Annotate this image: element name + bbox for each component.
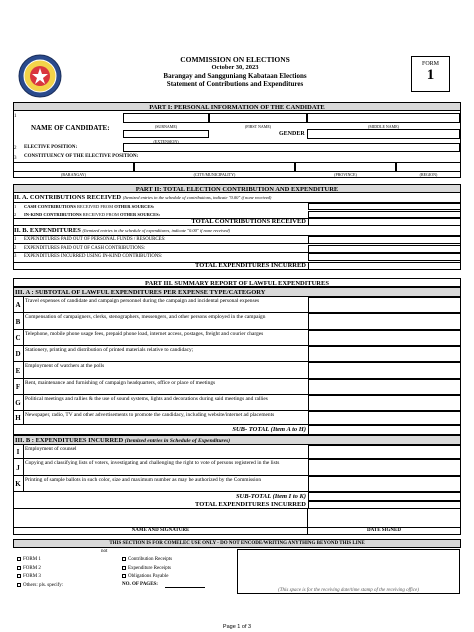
row-number: 1 — [14, 204, 17, 209]
checkbox[interactable] — [122, 574, 126, 578]
row-number: 2 — [14, 245, 17, 251]
statement-title: Statement of Contributions and Expenditures — [166, 80, 304, 88]
divider — [23, 476, 24, 492]
divider — [23, 346, 24, 362]
contributions-title-row — [14, 194, 454, 201]
item-letter: B — [15, 317, 21, 326]
item-description: Travel expenses of candidate and campaign personnel during the campaign and incidental personal expenses — [25, 298, 260, 304]
item-amount-field[interactable] — [308, 313, 461, 330]
divider — [23, 330, 24, 346]
row-number: 1 — [14, 237, 17, 242]
item-amount-field[interactable] — [308, 346, 461, 362]
checkbox[interactable] — [17, 557, 21, 561]
province-caption: (PROVINCE) — [334, 172, 357, 177]
contribution-text: RECEIVED FROM — [75, 204, 115, 209]
item-description: Copying and classifying lists of voters, investigating and challenging the right to vote of persons registered in the lists — [25, 460, 280, 466]
contribution-row — [13, 211, 461, 218]
row-number: 2 — [14, 211, 17, 217]
region-caption: (REGION) — [419, 172, 438, 177]
constituency-label: CONSTITUENCY OF THE ELECTIVE POSITION: — [24, 154, 139, 159]
form-checkbox-item[interactable] — [17, 557, 41, 563]
date-signed-label: DATE SIGNED — [367, 528, 401, 533]
item-description: Employment of counsel — [25, 446, 77, 452]
item-description: Political meetings and rallies & the use of sound systems, lights and decorations during said meetings and rallies — [25, 396, 268, 402]
expense-item-row — [13, 346, 461, 362]
position-label: ELECTIVE POSITION: — [24, 145, 78, 150]
contribution-source: OTHER SOURCES: — [120, 211, 161, 217]
receipt-checkbox-item[interactable] — [122, 557, 172, 563]
item-description: Compensation of campaigners, clerks, stenographers, messengers, and other persons employed in the campaign — [25, 314, 266, 320]
expense-item-row — [13, 476, 461, 492]
contribution-amount-field[interactable] — [308, 203, 461, 210]
expenditures-note: (Itemized entries in the schedule of expenditures, indicate "0.00" if none received) — [82, 228, 230, 233]
item-description: Telephone, mobile phone usage fees, prepaid phone load, internet access, postages, freight and courier charges — [25, 331, 264, 337]
contributions-total-field[interactable] — [308, 218, 461, 226]
form-label: FORM — [421, 61, 439, 67]
expenditure-amount-field[interactable] — [308, 245, 461, 253]
checkbox-label: Contribution Receipts — [128, 557, 173, 563]
checkbox[interactable] — [17, 574, 21, 578]
divider — [23, 445, 24, 459]
form-checkbox-item[interactable] — [17, 566, 41, 572]
election-title: Barangay and Sangguniang Kabataan Elections — [163, 72, 307, 80]
expense-item-row — [13, 395, 461, 411]
page-number: Page 1 of 3 — [222, 624, 252, 630]
expense-item-row — [13, 330, 461, 346]
expenditure-row — [13, 245, 461, 253]
part3b-subtotal-label: SUB-TOTAL (Item I to K) — [235, 493, 306, 500]
item-letter: J — [16, 463, 20, 472]
expenditure-label: EXPENDITURES PAID OUT OF CASH CONTRIBUTIONS: — [24, 245, 146, 251]
city-field[interactable] — [134, 162, 295, 172]
item-letter: K — [15, 480, 21, 488]
item-letter: H — [15, 414, 21, 422]
first-name-caption: (FIRST NAME) — [244, 124, 272, 129]
item-amount-field[interactable] — [308, 362, 461, 379]
signature-label: NAME AND SIGNATURE — [131, 528, 190, 533]
divider — [23, 297, 24, 313]
divider — [23, 395, 24, 411]
extension-field[interactable] — [123, 130, 209, 138]
surname-caption: (SURNAME) — [154, 124, 178, 129]
barangay-field[interactable] — [13, 162, 134, 172]
province-field[interactable] — [295, 162, 396, 172]
surname-field[interactable] — [123, 113, 209, 123]
expenditures-total-label: TOTAL EXPENDITURES INCURRED — [194, 262, 306, 269]
middle-name-caption: (MIDDLE NAME) — [368, 124, 399, 129]
pages-label: NO. OF PAGES: — [122, 582, 158, 587]
item-amount-field[interactable] — [308, 395, 461, 411]
receipt-checkbox-item[interactable] — [122, 574, 168, 580]
contribution-source: OTHER SOURCES: — [114, 204, 155, 209]
checkbox-label: Expenditure Receipts — [128, 565, 171, 571]
middle-name-field[interactable] — [307, 113, 460, 123]
part3b-title: III. B : EXPENDITURES INCURRED — [15, 437, 124, 444]
divider — [23, 362, 24, 379]
contribution-amount-field[interactable] — [308, 211, 461, 218]
item-letter: F — [15, 383, 21, 391]
item-amount-field[interactable] — [308, 379, 461, 395]
checkbox-label: Others: pls. specify: — [23, 582, 64, 588]
contribution-text: RECEIVED FROM — [81, 211, 121, 217]
elective-position-field[interactable] — [123, 143, 460, 152]
item-letter: I — [16, 448, 20, 456]
expenditure-label: EXPENDITURES PAID OUT OF PERSONAL FUNDS / RESOURCES: — [24, 237, 166, 242]
divider — [23, 313, 24, 330]
agency-title: COMMISSION ON ELECTIONS — [180, 55, 290, 64]
region-field[interactable] — [396, 162, 461, 172]
expense-item-row — [13, 313, 461, 330]
row2-number: 2 — [14, 146, 17, 151]
first-name-field[interactable] — [209, 113, 307, 123]
checkbox-label: Obligations Payable — [128, 574, 169, 580]
form-checkbox-item[interactable] — [17, 583, 63, 589]
divider — [23, 379, 24, 395]
part3-total-field[interactable] — [308, 501, 461, 509]
item-amount-field[interactable] — [308, 445, 461, 459]
part3a-header: III. A : SUBTOTAL OF LAWFUL EXPENDITURES PER EXPENSE TYPE/CATEGORY — [13, 287, 461, 297]
expenditure-row — [13, 253, 461, 261]
contributions-note: (Itemized entries in the schedule of contributions, indicate "0.00" if none received) — [122, 195, 272, 200]
form-date: October 30, 2023 — [211, 64, 259, 71]
barangay-caption: (BARANGAY) — [61, 172, 86, 177]
row-number: 3 — [14, 254, 17, 260]
contribution-type: CASH CONTRIBUTIONS — [24, 204, 76, 209]
comelec-banner: THIS SECTION IS FOR COMELEC USE ONLY - DO NOT ENCODE/WRITING ANYTHING BEYOND THIS LINE — [13, 539, 461, 548]
checkbox[interactable] — [122, 557, 126, 561]
item-amount-field[interactable] — [308, 476, 461, 492]
item-description: Stationery, printing and distribution of printed materials relative to candidacy; — [25, 347, 194, 353]
expense-item-row — [13, 459, 461, 476]
item-amount-field[interactable] — [308, 330, 461, 346]
item-description: Newspaper, radio, TV and other advertisements to promote the candidacy, including website/internet ad placements — [25, 412, 275, 418]
form-number: 1 — [426, 67, 435, 83]
contribution-label — [24, 211, 160, 218]
expense-item-row — [13, 445, 461, 459]
item-letter: D — [15, 350, 21, 358]
part3a-subtotal-label: SUB- TOTAL (Item A to H) — [232, 426, 306, 433]
expense-item-row — [13, 411, 461, 425]
item-amount-field[interactable] — [308, 411, 461, 425]
item-letter: C — [15, 334, 21, 342]
expense-item-row — [13, 297, 461, 313]
form-checkbox-item[interactable] — [17, 574, 41, 580]
contribution-label — [24, 203, 154, 210]
part3b-note: (Itemized entries in Schedule of Expenditures) — [124, 438, 231, 444]
item-description: Employment of watchers at the polls — [25, 363, 105, 369]
form-number-box — [411, 56, 450, 92]
not-label: not — [101, 549, 108, 554]
name-label: NAME OF CANDIDATE: — [31, 124, 110, 132]
expenditure-label: EXPENDITURES INCURRED USING IN-KIND CONTRIBUTIONS: — [24, 254, 163, 260]
checkbox-label: FORM 3 — [23, 574, 41, 580]
expense-item-row — [13, 379, 461, 395]
checkbox-label: FORM 2 — [23, 565, 41, 571]
part3-total-label: TOTAL EXPENDITURES INCURRED — [194, 501, 306, 508]
part3b-header — [13, 435, 461, 445]
expenditure-amount-field[interactable] — [308, 236, 461, 244]
stamp-note: (This space is for the receiving date/time stamp of the receiving office) — [278, 588, 419, 593]
item-amount-field[interactable] — [308, 459, 461, 476]
part3b-subtotal-field[interactable] — [308, 492, 461, 501]
gender-label: GENDER — [279, 131, 305, 137]
item-letter: G — [15, 399, 21, 407]
expenditure-row — [13, 236, 461, 244]
expense-item-row — [13, 362, 461, 379]
divider — [23, 459, 24, 476]
contributions-title: II. A. CONTRIBUTIONS RECEIVED — [14, 194, 122, 201]
item-amount-field[interactable] — [308, 297, 461, 313]
item-description: Printing of sample ballots in such color, size and maximum number as may be authorized by the Commission — [25, 477, 262, 483]
part3a-subtotal-field[interactable] — [308, 425, 461, 435]
expenditures-title: II. B. EXPENDITURES — [14, 227, 81, 234]
expenditures-total-field[interactable] — [308, 262, 461, 270]
item-letter: A — [15, 301, 21, 309]
part2-header: PART II: TOTAL ELECTION CONTRIBUTION AND EXPENDITURE — [13, 184, 461, 193]
pages-field[interactable] — [165, 587, 205, 588]
checkbox[interactable] — [122, 566, 126, 570]
contribution-row — [13, 203, 461, 210]
item-description: Rent, maintenance and furnishing of campaign headquarters, office or place of meetings — [25, 380, 216, 386]
part1-header: PART I: PERSONAL INFORMATION OF THE CANDIDATE — [13, 102, 461, 111]
expenditures-title-row — [14, 227, 454, 234]
item-letter: E — [15, 366, 21, 375]
row3-number: 3 — [14, 156, 17, 161]
checkbox-label: FORM 1 — [23, 557, 41, 563]
part3-header: PART III. SUMMARY REPORT OF LAWFUL EXPENDITURES — [13, 278, 461, 287]
receipt-checkbox-item[interactable] — [122, 566, 171, 572]
checkbox[interactable] — [17, 566, 21, 570]
expenditure-amount-field[interactable] — [308, 253, 461, 261]
gender-field[interactable] — [307, 129, 460, 139]
contribution-type: IN-KIND CONTRIBUTIONS — [24, 211, 82, 217]
checkbox[interactable] — [17, 583, 21, 587]
comelec-seal — [18, 54, 62, 98]
contributions-total-label: TOTAL CONTRIBUTIONS RECEIVED — [191, 218, 306, 225]
extension-caption: (EXTENSION) — [153, 139, 179, 144]
divider — [23, 411, 24, 425]
city-caption: (CITY/MUNICIPALITY) — [193, 172, 236, 177]
row1-number: 1 — [14, 114, 17, 119]
